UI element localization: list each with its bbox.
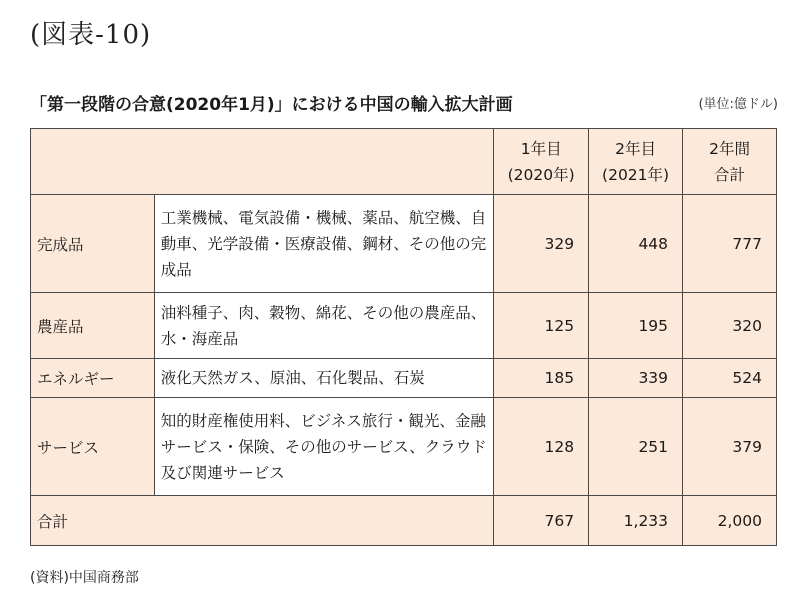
description-cell: 油料種子、肉、穀物、綿花、その他の農産品、水・海産品 [154,293,493,359]
table-title: 「第一段階の合意(2020年1月)」における中国の輸入拡大計画 [30,95,513,115]
category-cell: エネルギー [31,359,155,398]
year1-value: 128 [494,398,589,496]
unit-note: (単位:億ドル) [698,97,778,112]
year1-value: 329 [494,195,589,293]
column-header-year1-line1: 1年目 [520,139,562,158]
header-blank-cell [31,129,494,195]
column-header-year2 [589,129,683,195]
total-value: 320 [683,293,777,359]
year2-value: 251 [589,398,683,496]
table-row [31,293,777,359]
grand-total-value: 2,000 [683,496,777,546]
description-cell: 液化天然ガス、原油、石化製品、石炭 [154,359,493,398]
year1-value: 125 [494,293,589,359]
column-header-year1-line2: (2020年) [507,165,575,184]
column-header-total [683,129,777,195]
description-cell: 工業機械、電気設備・機械、薬品、航空機、自動車、光学設備・医療設備、鋼材、その他の完成品 [154,195,493,293]
column-header-total-line2: 合計 [714,165,746,184]
total-label: 合計 [31,496,494,546]
total-year2-value: 1,233 [589,496,683,546]
year2-value: 448 [589,195,683,293]
table-row [31,195,777,293]
column-header-year2-line2: (2021年) [602,165,670,184]
year1-value: 185 [494,359,589,398]
column-header-year2-line1: 2年目 [615,139,656,158]
total-year1-value: 767 [494,496,589,546]
year2-value: 195 [589,293,683,359]
total-value: 379 [683,398,777,496]
year2-value: 339 [589,359,683,398]
source-note: (資料)中国商務部 [30,570,139,586]
total-value: 524 [683,359,777,398]
table-row [31,398,777,496]
table-row [31,359,777,398]
category-cell: サービス [31,398,155,496]
total-row [31,496,777,546]
total-value: 777 [683,195,777,293]
description-cell: 知的財産権使用料、ビジネス旅行・観光、金融サービス・保険、その他のサービス、クラウド及び関連サービス [154,398,493,496]
category-cell: 完成品 [31,195,155,293]
figure-label: (図表-10) [30,20,152,50]
import-plan-table [30,128,777,546]
header-row [31,129,777,195]
column-header-total-line1: 2年間 [709,139,750,158]
column-header-year1 [494,129,589,195]
category-cell: 農産品 [31,293,155,359]
